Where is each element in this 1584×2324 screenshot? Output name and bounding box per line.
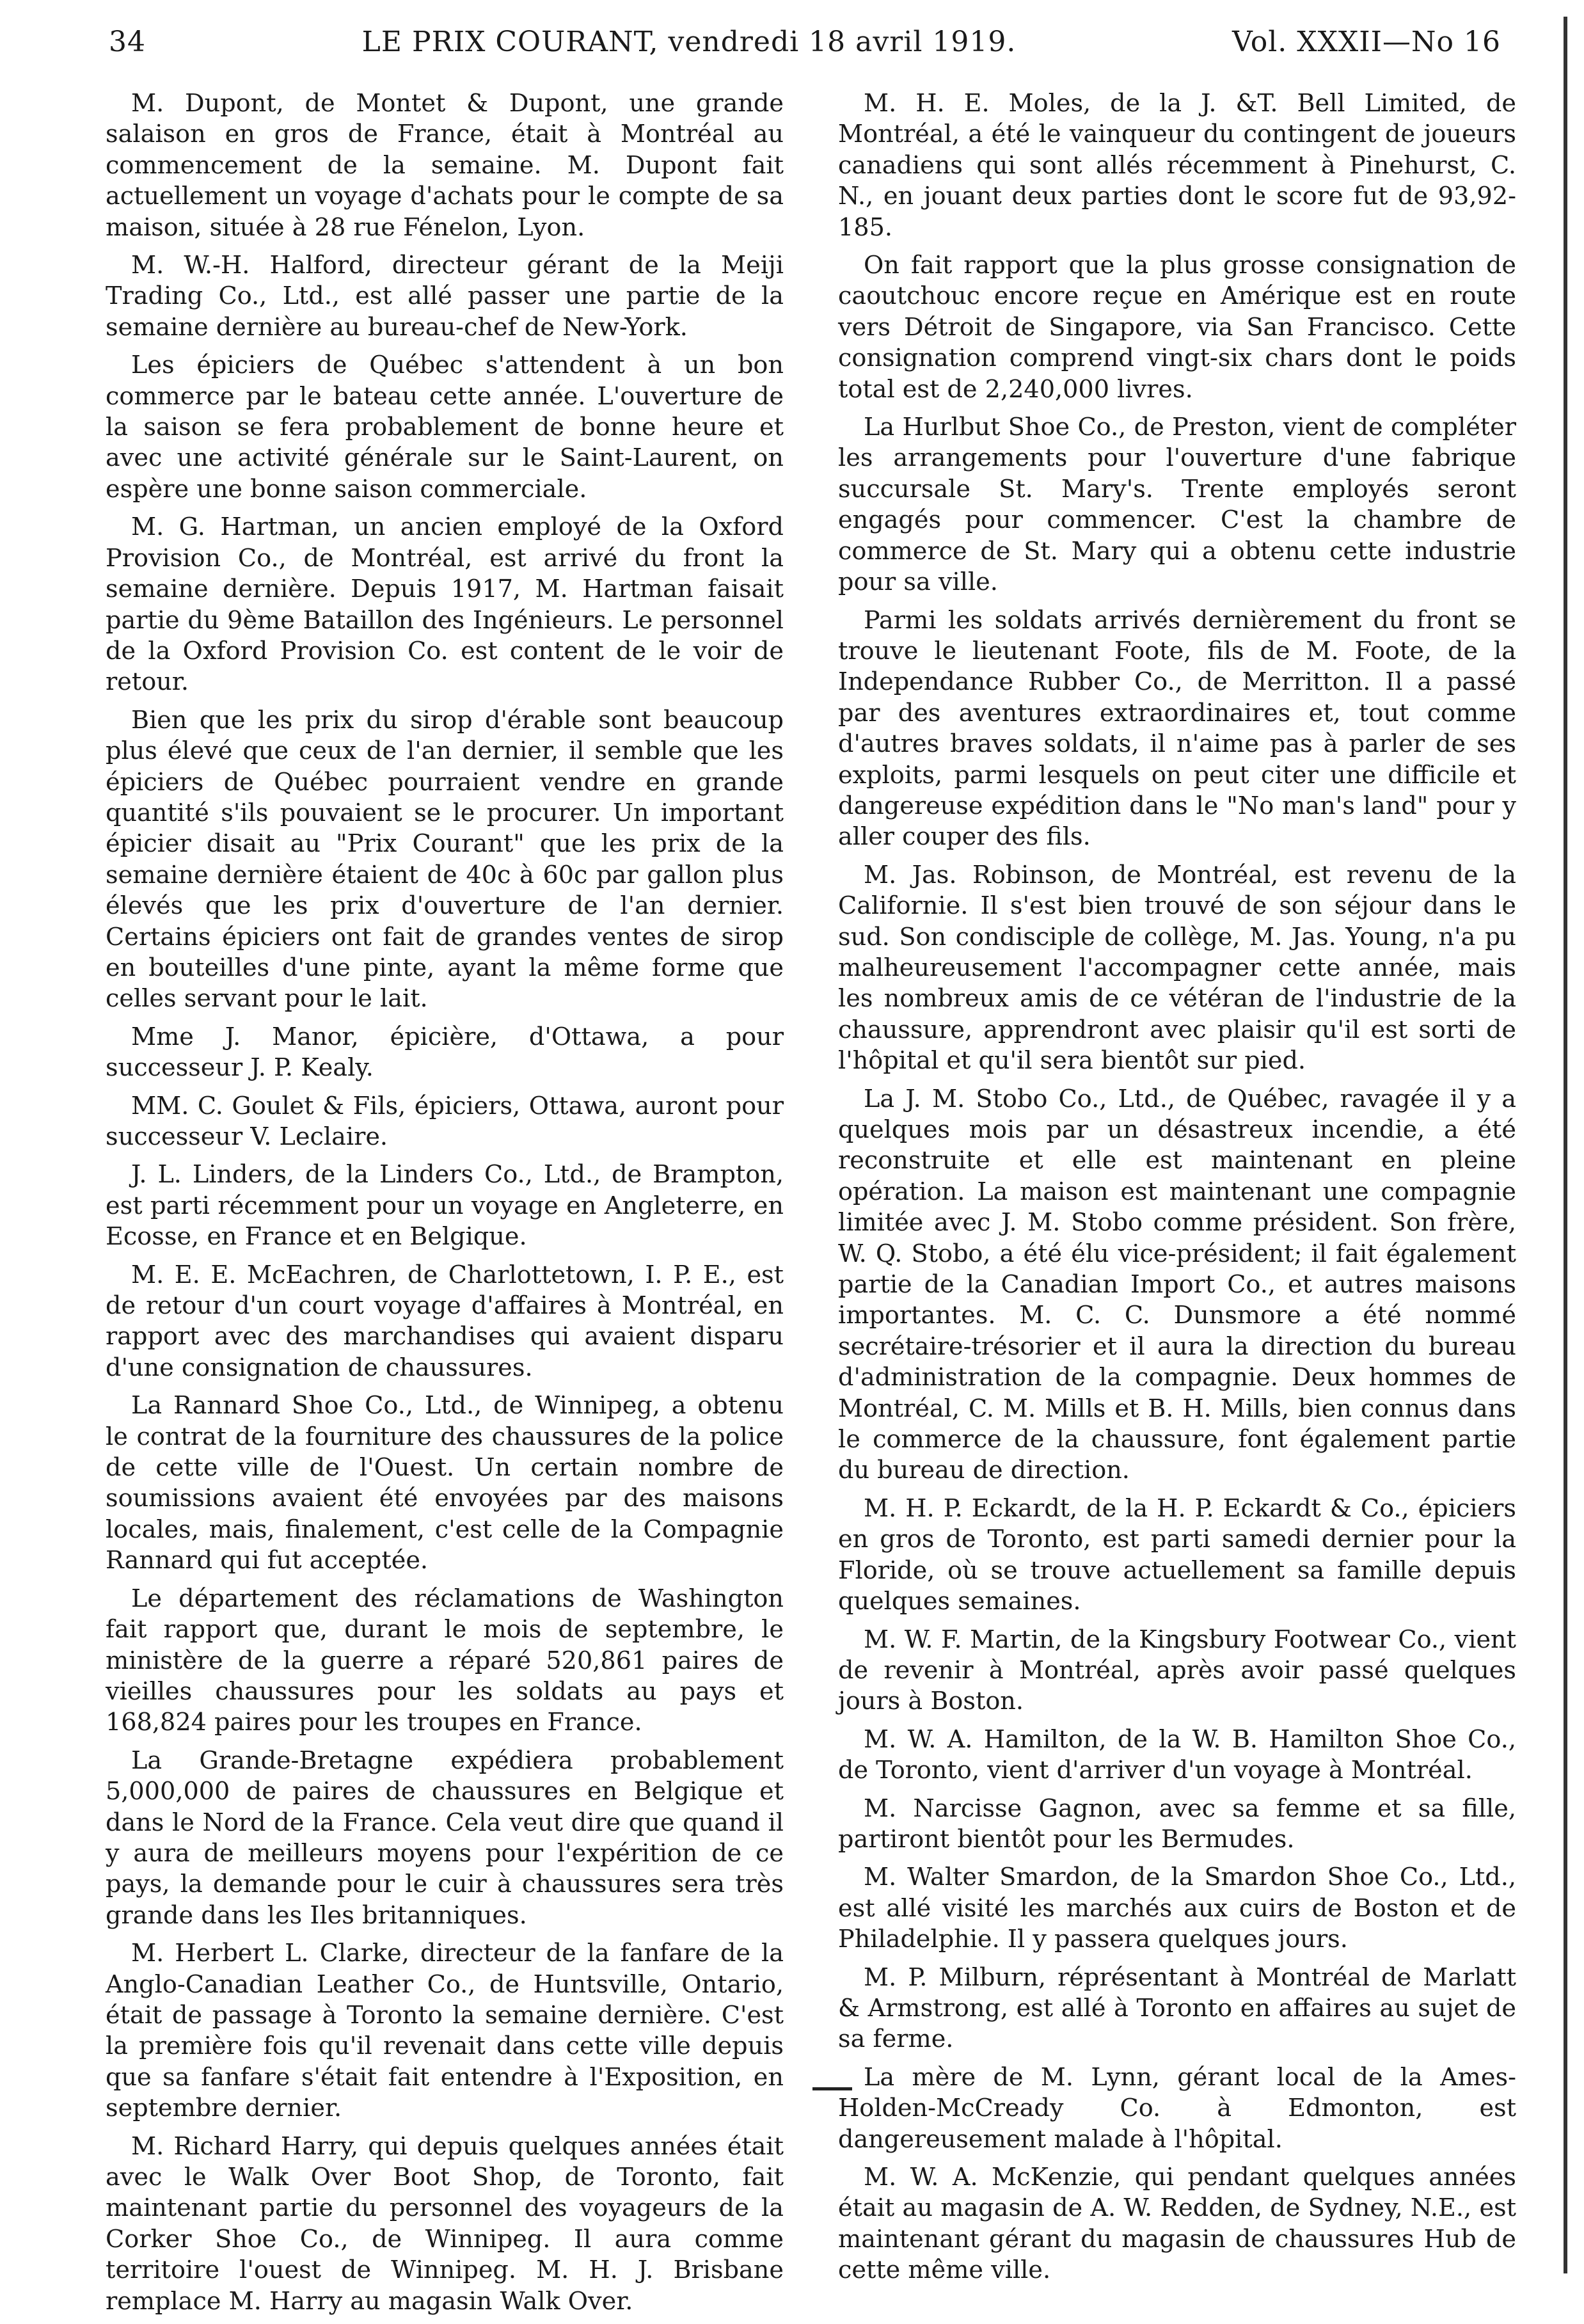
page-number: 34 <box>109 25 146 58</box>
news-item: M. H. E. Moles, de la J. &T. Bell Limited, de Montréal, a été le vainqueur du contingent de joueurs canadiens qui sont allés récemment à Pinehurst, C. N., en jouant deux parties dont le score fut de 93,92-185. <box>838 90 1516 242</box>
ink-mark <box>812 2087 852 2090</box>
news-item: M. H. P. Eckardt, de la H. P. Eckardt & Co., épiciers en gros de Toronto, est parti samedi dernier pour la Floride, où se trouve actuellement sa famille depuis quelques semaines. <box>838 1494 1516 1616</box>
page-header <box>109 13 1501 70</box>
news-item: Le département des réclamations de Washington fait rapport que, durant le mois de septembre, le ministère de la guerre a réparé 520,861 paires de vieilles chaussures pour les soldats au pays et 168,824 paires pour les troupes en France. <box>106 1584 784 1737</box>
left-column <box>106 88 784 2324</box>
news-item: M. Jas. Robinson, de Montréal, est revenu de la Californie. Il s'est bien trouvé de son séjour dans le sud. Son condisciple de collège, M. Jas. Young, n'a pu malheureusement l'accompagner cette année, mais les nombreux amis de ce vétéran de l'industrie de la chaussure, apprendront avec plaisir qu'il est sorti de l'hôpital et qu'il sera bientôt sur pied. <box>838 861 1516 1076</box>
volume-number: Vol. XXXII—No 16 <box>1232 25 1501 58</box>
news-item: M. Richard Harry, qui depuis quelques années était avec le Walk Over Boot Shop, de Toronto, fait maintenant partie du personnel des voyageurs de la Corker Shoe Co., de Winnipeg. Il aura comme territoire l'ouest de Winnipeg. M. H. J. Brisbane remplace M. Harry au magasin Walk Over. <box>106 2132 784 2316</box>
news-item: Bien que les prix du sirop d'érable sont beaucoup plus élevé que ceux de l'an dernier, il semble que les épiciers de Québec pourraient vendre en grande quantité s'ils pouvaient se le procurer. Un important épicier disait au "Prix Courant" que les prix de la semaine dernière étaient de 40c à 60c par gallon plus élevés que les prix d'ouverture de l'an dernier. Certains épiciers ont fait de grandes ventes de sirop en bouteilles d'une pinte, ayant la même forme que celles servant pour le lait. <box>106 706 784 1014</box>
news-item: La mère de M. Lynn, gérant local de la Ames-Holden-McCready Co. à Edmonton, est dangereusement malade à l'hôpital. <box>838 2063 1516 2154</box>
news-item: MM. C. Goulet & Fils, épiciers, Ottawa, auront pour successeur V. Leclaire. <box>106 1092 784 1151</box>
news-item: La Rannard Shoe Co., Ltd., de Winnipeg, a obtenu le contrat de la fourniture des chaussures de la police de cette ville de l'Ouest. Un certain nombre de soumissions avaient été envoyées par des maisons locales, mais, finalement, c'est celle de la Compagnie Rannard qui fut acceptée. <box>106 1392 784 1575</box>
news-item: Mme J. Manor, épicière, d'Ottawa, a pour successeur J. P. Kealy. <box>106 1023 784 1083</box>
news-item: La J. M. Stobo Co., Ltd., de Québec, ravagée il y a quelques mois par un désastreux incendie, a été reconstruite et elle est maintenant en pleine opération. La maison est maintenant une compagnie limitée avec J. M. Stobo comme président. Son frère, W. Q. Stobo, a été élu vice-président; il fait également partie de la Canadian Import Co., et autres maisons importantes. M. C. C. Dunsmore a été nommé secrétaire-trésorier et il aura la direction du bureau d'administration de la compagnie. Deux hommes de Montréal, C. M. Mills et B. H. Mills, bien connus dans le commerce de la chaussure, font également partie du bureau de direction. <box>838 1085 1516 1485</box>
news-item: La Hurlbut Shoe Co., de Preston, vient de compléter les arrangements pour l'ouverture d'une fabrique succursale St. Mary's. Trente employés seront engagés pour commencer. C'est la chambre de commerce de St. Mary qui a obtenu cette industrie pour sa ville. <box>838 413 1516 597</box>
news-item: M. W. A. Hamilton, de la W. B. Hamilton Shoe Co., de Toronto, vient d'arriver d'un voyage à Montréal. <box>838 1725 1516 1785</box>
right-edge-rule <box>1564 17 1567 2273</box>
news-item: Parmi les soldats arrivés dernièrement du front se trouve le lieutenant Foote, fils de M. Foote, de la Independance Rubber Co., de Merritton. Il a passé par des aventures extraordinaires et, tout comme d'autres braves soldats, il n'aime pas à parler de ses exploits, parmi lesquels on peut citer une difficile et dangereuse expédition dans le "No man's land" pour y aller couper des fils. <box>838 606 1516 852</box>
news-item: M. W. F. Martin, de la Kingsbury Footwear Co., vient de revenir à Montréal, après avoir passé quelques jours à Boston. <box>838 1625 1516 1716</box>
news-item: M. Narcisse Gagnon, avec sa femme et sa fille, partiront bientôt pour les Bermudes. <box>838 1794 1516 1854</box>
news-item: M. E. E. McEachren, de Charlottetown, I. P. E., est de retour d'un court voyage d'affaires à Montréal, en rapport avec des marchandises qui avaient disparu d'une consignation de chaussures. <box>106 1261 784 1382</box>
news-item: M. W.-H. Halford, directeur gérant de la Meiji Trading Co., Ltd., est allé passer une partie de la semaine dernière au bureau-chef de New-York. <box>106 251 784 342</box>
publication-title: LE PRIX COURANT, vendredi 18 avril 1919. <box>361 25 1017 58</box>
news-item: La Grande-Bretagne expédiera probablement 5,000,000 de paires de chaussures en Belgique et dans le Nord de la France. Cela veut dire que quand il y aura de meilleurs moyens pour l'expérition de ce pays, la demande pour le cuir à chaussures sera très grande dans les Iles britanniques. <box>106 1746 784 1930</box>
news-item: M. P. Milburn, réprésentant à Montréal de Marlatt & Armstrong, est allé à Toronto en affaires au sujet de sa ferme. <box>838 1963 1516 2054</box>
news-item: M. Dupont, de Montet & Dupont, une grande salaison en gros de France, était à Montréal au commencement de la semaine. M. Dupont fait actuellement un voyage d'achats pour le compte de sa maison, située à 28 rue Fénelon, Lyon. <box>106 90 784 242</box>
news-item: M. Walter Smardon, de la Smardon Shoe Co., Ltd., est allé visité les marchés aux cuirs de Boston et de Philadelphie. Il y passera quelques jours. <box>838 1863 1516 1954</box>
news-item: M. G. Hartman, un ancien employé de la Oxford Provision Co., de Montréal, est arrivé du front la semaine dernière. Depuis 1917, M. Hartman faisait partie du 9ème Bataillon des Ingénieurs. Le personnel de la Oxford Provision Co. est content de le voir de retour. <box>106 513 784 697</box>
news-item: M. W. A. McKenzie, qui pendant quelques années était au magasin de A. W. Redden, de Sydney, N.E., est maintenant gérant du magasin de chaussures Hub de cette même ville. <box>838 2163 1516 2285</box>
right-column <box>838 88 1516 2293</box>
news-item: On fait rapport que la plus grosse consignation de caoutchouc encore reçue en Amérique est en route vers Détroit de Singapore, via San Francisco. Cette consignation comprend vingt-six chars dont le poids total est de 2,240,000 livres. <box>838 251 1516 404</box>
news-item: M. Herbert L. Clarke, directeur de la fanfare de la Anglo-Canadian Leather Co., de Huntsville, Ontario, était de passage à Toronto la semaine dernière. C'est la première fois qu'il revenait dans cette ville depuis que sa fanfare s'était fait entendre à l'Exposition, en septembre dernier. <box>106 1939 784 2123</box>
news-item: Les épiciers de Québec s'attendent à un bon commerce par le bateau cette année. L'ouverture de la saison se fera probablement de bonne heure et avec une activité générale sur le Saint-Laurent, on espère une bonne saison commerciale. <box>106 351 784 504</box>
news-item: J. L. Linders, de la Linders Co., Ltd., de Brampton, est parti récemment pour un voyage en Angleterre, en Ecosse, en France et en Belgique. <box>106 1161 784 1252</box>
